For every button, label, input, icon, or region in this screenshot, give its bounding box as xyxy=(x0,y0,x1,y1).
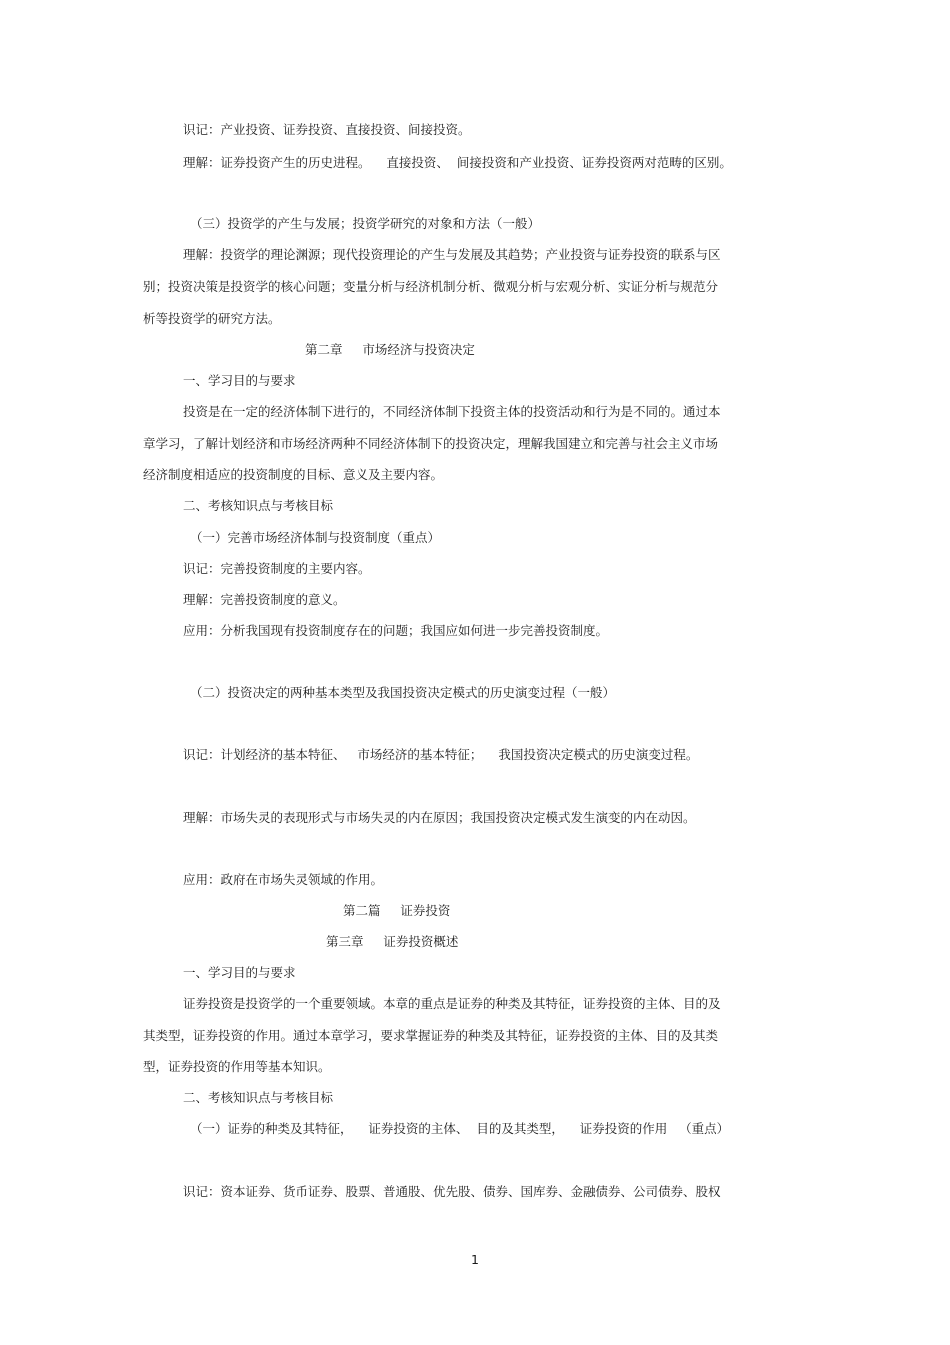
text-line: 理解：完善投资制度的意义。 xyxy=(183,592,346,607)
section-heading: （一）完善市场经济体制与投资制度（重点） xyxy=(190,530,441,545)
section-heading: 一、学习目的与要求 xyxy=(183,965,296,980)
text-line: 其类型，证券投资的作用。通过本章学习，要求掌握证券的种类及其特征，证券投资的主体、目的及其类 xyxy=(143,1028,719,1043)
text-line: 识记：计划经济的基本特征、 市场经济的基本特征； 我国投资决定模式的历史演变过程。 xyxy=(183,747,699,762)
text-line: 识记：完善投资制度的主要内容。 xyxy=(183,561,371,576)
section-heading: 一、学习目的与要求 xyxy=(183,373,296,388)
page-number: 1 xyxy=(471,1252,479,1267)
text-line: 应用：分析我国现有投资制度存在的问题；我国应如何进一步完善投资制度。 xyxy=(183,623,609,638)
text-line: 章学习，了解计划经济和市场经济两种不同经济体制下的投资决定，理解我国建立和完善与社会主义市场 xyxy=(143,436,719,451)
text-line: 证券投资是投资学的一个重要领域。本章的重点是证券的种类及其特征，证券投资的主体、目的及 xyxy=(183,996,721,1011)
section-heading: 二、考核知识点与考核目标 xyxy=(183,498,334,513)
chapter-title: 第三章 证券投资概述 xyxy=(326,934,459,949)
part-title: 第二篇 证券投资 xyxy=(343,903,451,918)
text-line: 识记：产业投资、证券投资、直接投资、间接投资。 xyxy=(183,122,471,137)
text-line: 析等投资学的研究方法。 xyxy=(143,311,281,326)
section-heading: 二、考核知识点与考核目标 xyxy=(183,1090,334,1105)
chapter-title: 第二章 市场经济与投资决定 xyxy=(305,342,475,357)
text-line: 理解：市场失灵的表现形式与市场失灵的内在原因；我国投资决定模式发生演变的内在动因。 xyxy=(183,810,696,825)
text-line: 理解：投资学的理论渊源；现代投资理论的产生与发展及其趋势；产业投资与证券投资的联系与区 xyxy=(183,247,721,262)
text-line: 投资是在一定的经济体制下进行的，不同经济体制下投资主体的投资活动和行为是不同的。通过本 xyxy=(183,404,721,419)
text-line: 理解：证券投资产生的历史进程。 直接投资、 间接投资和产业投资、证券投资两对范畴的区别。 xyxy=(183,155,732,170)
section-heading: （二）投资决定的两种基本类型及我国投资决定模式的历史演变过程（一般） xyxy=(190,685,616,700)
text-line: 别；投资决策是投资学的核心问题；变量分析与经济机制分析、微观分析与宏观分析、实证分析与规范分 xyxy=(143,279,719,294)
section-heading: （一）证券的种类及其特征， 证券投资的主体、 目的及其类型， 证券投资的作用 （重点） xyxy=(190,1121,730,1136)
section-heading: （三）投资学的产生与发展；投资学研究的对象和方法（一般） xyxy=(190,216,541,231)
text-line: 经济制度相适应的投资制度的目标、意义及主要内容。 xyxy=(143,467,444,482)
text-line: 型，证券投资的作用等基本知识。 xyxy=(143,1059,331,1074)
text-line: 识记：资本证券、货币证券、股票、普通股、优先股、债券、国库券、金融债券、公司债券、股权 xyxy=(183,1184,721,1199)
text-line: 应用：政府在市场失灵领域的作用。 xyxy=(183,872,384,887)
